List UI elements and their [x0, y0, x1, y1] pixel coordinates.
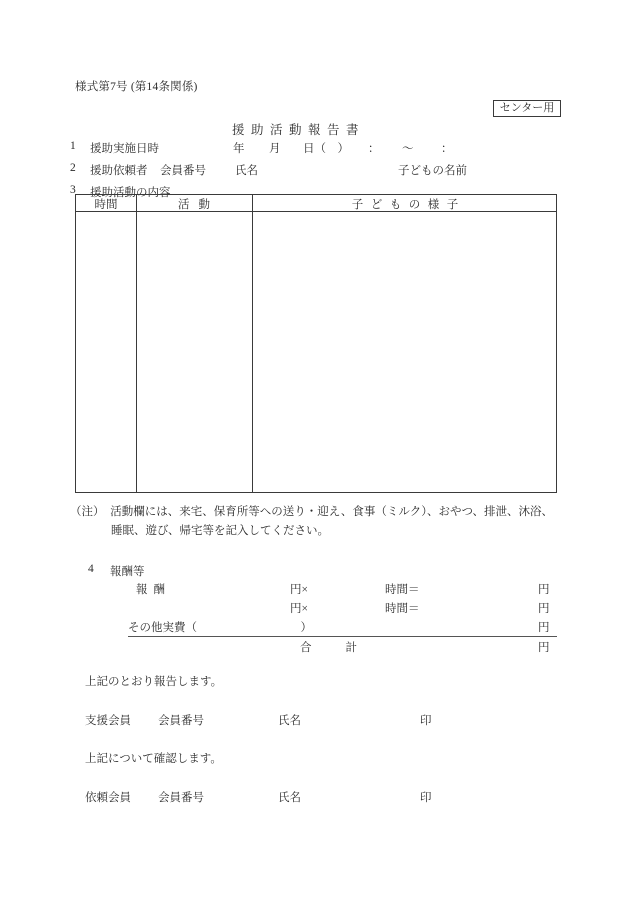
pay-row2-amount-unit[interactable]: 円: [538, 603, 550, 615]
requester-member-number-field[interactable]: 会員番号: [158, 792, 204, 804]
other-expense-label[interactable]: その他実費（ ）: [128, 622, 312, 634]
center-use-stamp-box: センター用: [493, 100, 561, 117]
total-unit[interactable]: 円: [538, 642, 550, 654]
confirm-declaration-text: 上記について確認します。: [85, 753, 222, 765]
supporter-name-field[interactable]: 氏名: [278, 715, 301, 727]
item1-number: 1: [70, 140, 76, 152]
item2-name-field[interactable]: 氏名: [235, 165, 258, 177]
pay-row1-hours-equals[interactable]: 時間＝: [385, 584, 420, 596]
item2-label: 援助依頼者: [90, 165, 148, 177]
requester-seal-field[interactable]: 印: [420, 792, 432, 804]
item3-label: 援助活動の内容: [90, 187, 171, 199]
item2-number: 2: [70, 162, 76, 174]
supporter-seal-field[interactable]: 印: [420, 715, 432, 727]
supporter-member-number-field[interactable]: 会員番号: [158, 715, 204, 727]
table-column-divider-1: [136, 195, 137, 492]
requester-role-label: 依頼会員: [85, 792, 131, 804]
item1-start-time-field[interactable]: ：: [368, 143, 380, 155]
pay-row1-yen-times[interactable]: 円×: [290, 584, 308, 596]
item3-number: 3: [70, 184, 76, 196]
form-code: 様式第7号 (第14条関係): [75, 81, 198, 93]
table-header-activity: 活動: [178, 199, 219, 211]
item1-end-time-field[interactable]: ：: [441, 143, 453, 155]
item2-member-number-field[interactable]: 会員番号: [160, 165, 206, 177]
item1-year-field[interactable]: 年: [233, 143, 245, 155]
other-expense-unit[interactable]: 円: [538, 622, 550, 634]
note-line-2: 睡眠、遊び、帰宅等を記入してください。: [111, 525, 330, 537]
pay-row-label: 報酬: [136, 584, 171, 596]
supporter-role-label: 支援会員: [85, 715, 131, 727]
item1-day-field[interactable]: 日（ ）: [303, 143, 349, 155]
table-header-time: 時間: [94, 199, 118, 211]
pay-row2-yen-times[interactable]: 円×: [290, 603, 308, 615]
report-declaration-text: 上記のとおり報告します。: [85, 676, 223, 688]
activity-table[interactable]: [75, 194, 557, 493]
table-column-divider-2: [252, 195, 253, 492]
pay-row1-amount-unit[interactable]: 円: [538, 584, 550, 596]
item1-month-field[interactable]: 月: [269, 143, 281, 155]
item4-label: 報酬等: [110, 566, 145, 578]
pay-row2-hours-equals[interactable]: 時間＝: [385, 603, 420, 615]
total-label: 合計: [300, 642, 391, 654]
item4-number: 4: [88, 563, 94, 575]
item2-child-name-field[interactable]: 子どもの名前: [398, 165, 467, 177]
page-title: 援助活動報告書: [232, 123, 366, 137]
total-divider-rule: [128, 636, 557, 637]
item1-label: 援助実施日時: [90, 143, 159, 155]
item1-time-range-tilde: 〜: [402, 143, 414, 155]
note-line-1: （注） 活動欄には、来宅、保育所等への送り・迎え、食事（ミルク）、おやつ、排泄、沐浴、: [70, 506, 553, 518]
table-header-child-condition: 子どもの様子: [351, 199, 466, 211]
requester-name-field[interactable]: 氏名: [278, 792, 301, 804]
